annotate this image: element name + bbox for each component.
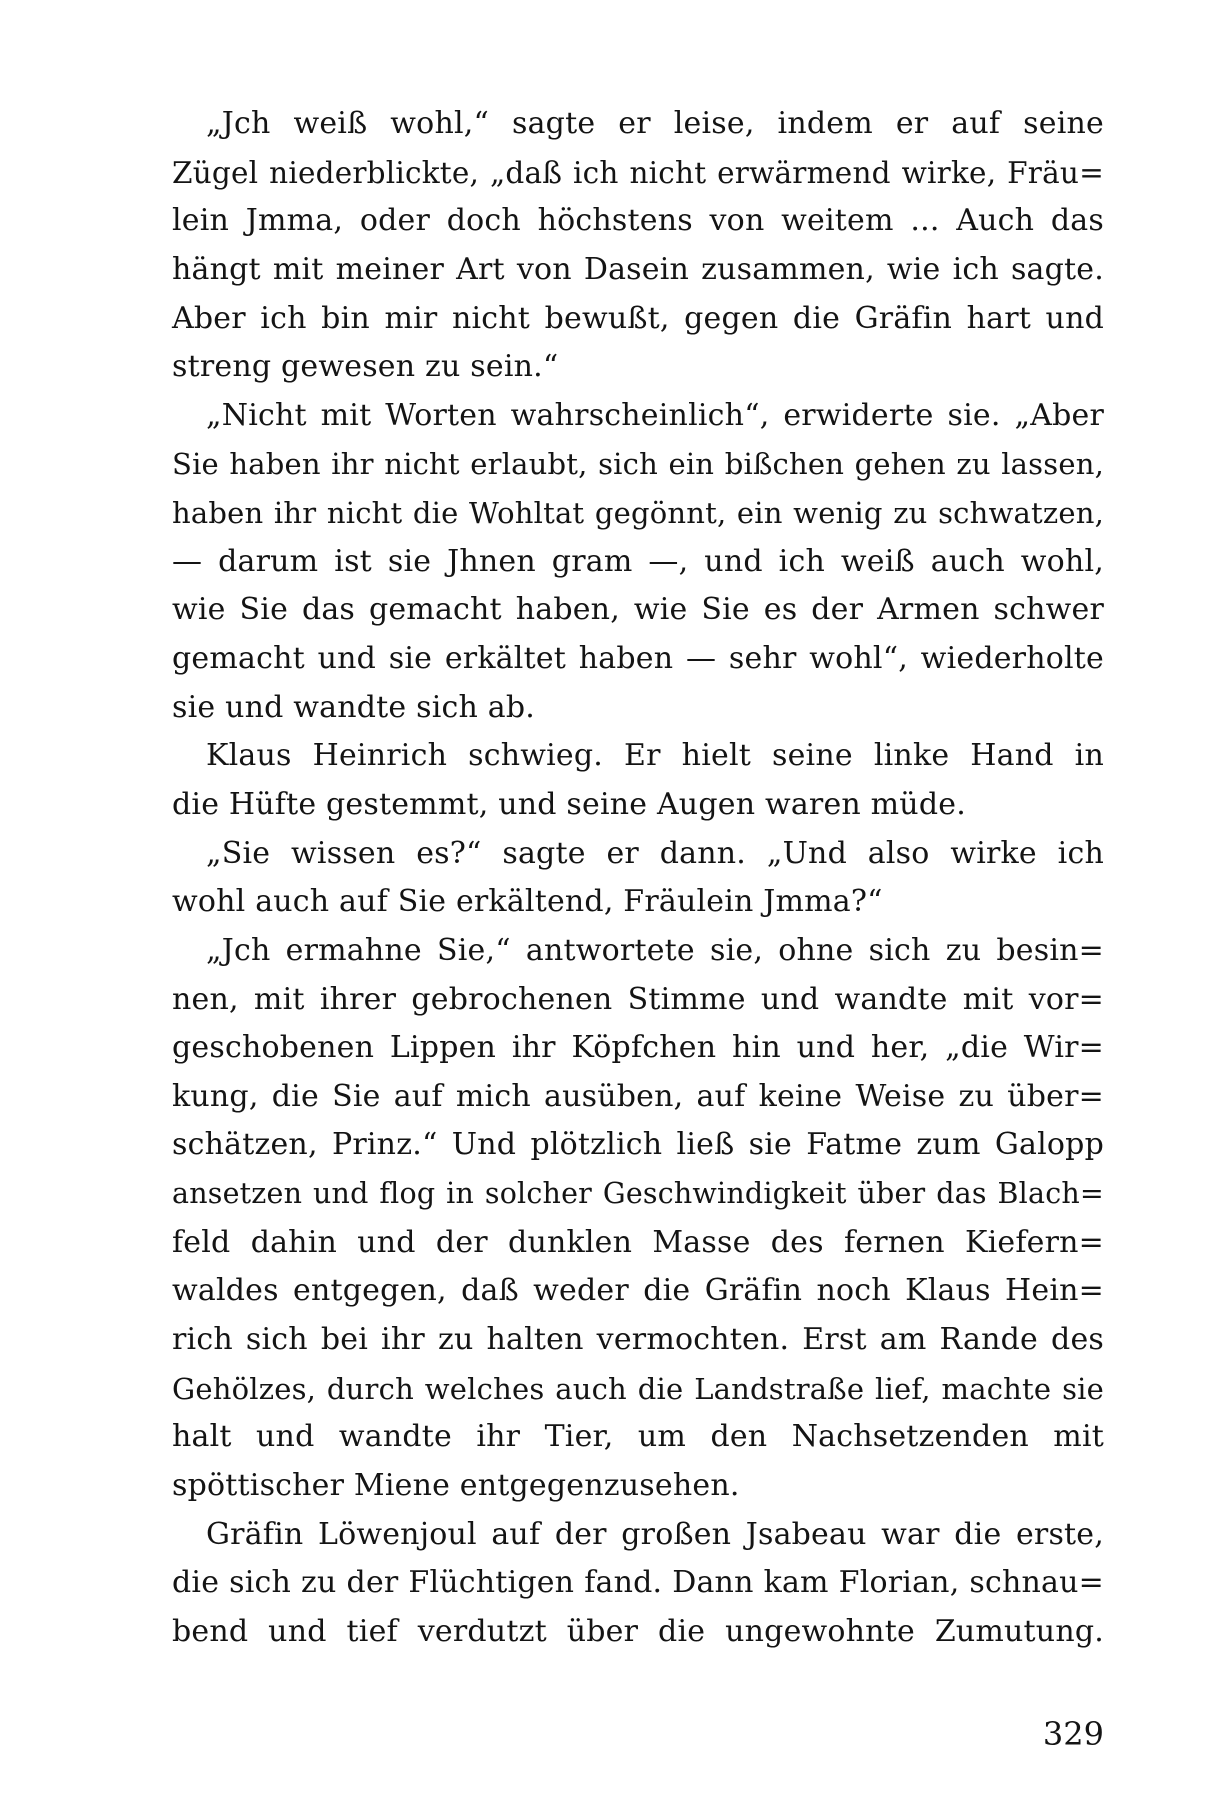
- text-line: „Jch ermahne Sie,“ antwortete sie, ohne sich zu besin=: [206, 932, 1104, 968]
- text-line: schätzen, Prinz.“ Und plötzlich ließ sie Fatme zum Galopp: [172, 1127, 1104, 1163]
- text-line: ansetzen und flog in solcher Geschwindigkeit über das Blach=: [172, 1177, 1104, 1211]
- text-line: Sie haben ihr nicht erlaubt, sich ein bißchen gehen zu lassen,: [172, 447, 1104, 482]
- text-line: spöttischer Miene entgegenzusehen.: [172, 1467, 740, 1503]
- text-line: halt und wandte ihr Tier, um den Nachsetzenden mit: [172, 1419, 1104, 1455]
- text-line: sie und wandte sich ab.: [172, 689, 535, 725]
- text-line: kung, die Sie auf mich ausüben, auf keine Weise zu über=: [172, 1078, 1104, 1114]
- text-line: wie Sie das gemacht haben, wie Sie es der Armen schwer: [172, 592, 1104, 628]
- text-line: — darum ist sie Jhnen gram —, und ich weiß auch wohl,: [172, 543, 1104, 579]
- text-line: bend und tief verdutzt über die ungewohnte Zumutung.: [172, 1613, 1104, 1649]
- text-line: die sich zu der Flüchtigen fand. Dann kam Florian, schnau=: [172, 1565, 1104, 1601]
- text-line: waldes entgegen, daß weder die Gräfin noch Klaus Hein=: [172, 1273, 1104, 1309]
- text-line: geschobenen Lippen ihr Köpfchen hin und her, „die Wir=: [172, 1030, 1104, 1066]
- text-line: rich sich bei ihr zu halten vermochten. Erst am Rande des: [172, 1322, 1104, 1358]
- text-line: „Jch weiß wohl,“ sagte er leise, indem er auf seine: [206, 106, 1104, 141]
- text-line: wohl auch auf Sie erkältend, Fräulein Jmma?“: [172, 884, 883, 920]
- text-line: nen, mit ihrer gebrochenen Stimme und wandte mit vor=: [172, 981, 1104, 1017]
- text-line: haben ihr nicht die Wohltat gegönnt, ein wenig zu schwatzen,: [172, 496, 1104, 531]
- text-line: streng gewesen zu sein.“: [172, 349, 559, 385]
- text-line: lein Jmma, oder doch höchstens von weitem ... Auch das: [172, 203, 1104, 239]
- body-text: [172, 100, 1104, 1657]
- text-line: „Sie wissen es?“ sagte er dann. „Und also wirke ich: [206, 835, 1104, 871]
- text-line: Gehölzes, durch welches auch die Landstraße lief, machte sie: [172, 1371, 1104, 1406]
- text-line: hängt mit meiner Art von Dasein zusammen, wie ich sagte.: [172, 251, 1104, 287]
- text-line: gemacht und sie erkältet haben — sehr wohl“, wiederholte: [172, 641, 1104, 677]
- text-line: Aber ich bin mir nicht bewußt, gegen die Gräfin hart und: [172, 300, 1104, 336]
- text-line: Klaus Heinrich schwieg. Er hielt seine linke Hand in: [206, 738, 1104, 774]
- text-line: Gräfin Löwenjoul auf der großen Jsabeau war die erste,: [206, 1516, 1104, 1552]
- text-line: Zügel niederblickte, „daß ich nicht erwärmend wirke, Fräu=: [172, 155, 1104, 190]
- text-line: feld dahin und der dunklen Masse des fernen Kiefern=: [172, 1224, 1104, 1260]
- text-line: „Nicht mit Worten wahrscheinlich“, erwiderte sie. „Aber: [206, 397, 1104, 433]
- page-number: 329: [1042, 1715, 1104, 1753]
- text-line: die Hüfte gestemmt, und seine Augen waren müde.: [172, 786, 966, 822]
